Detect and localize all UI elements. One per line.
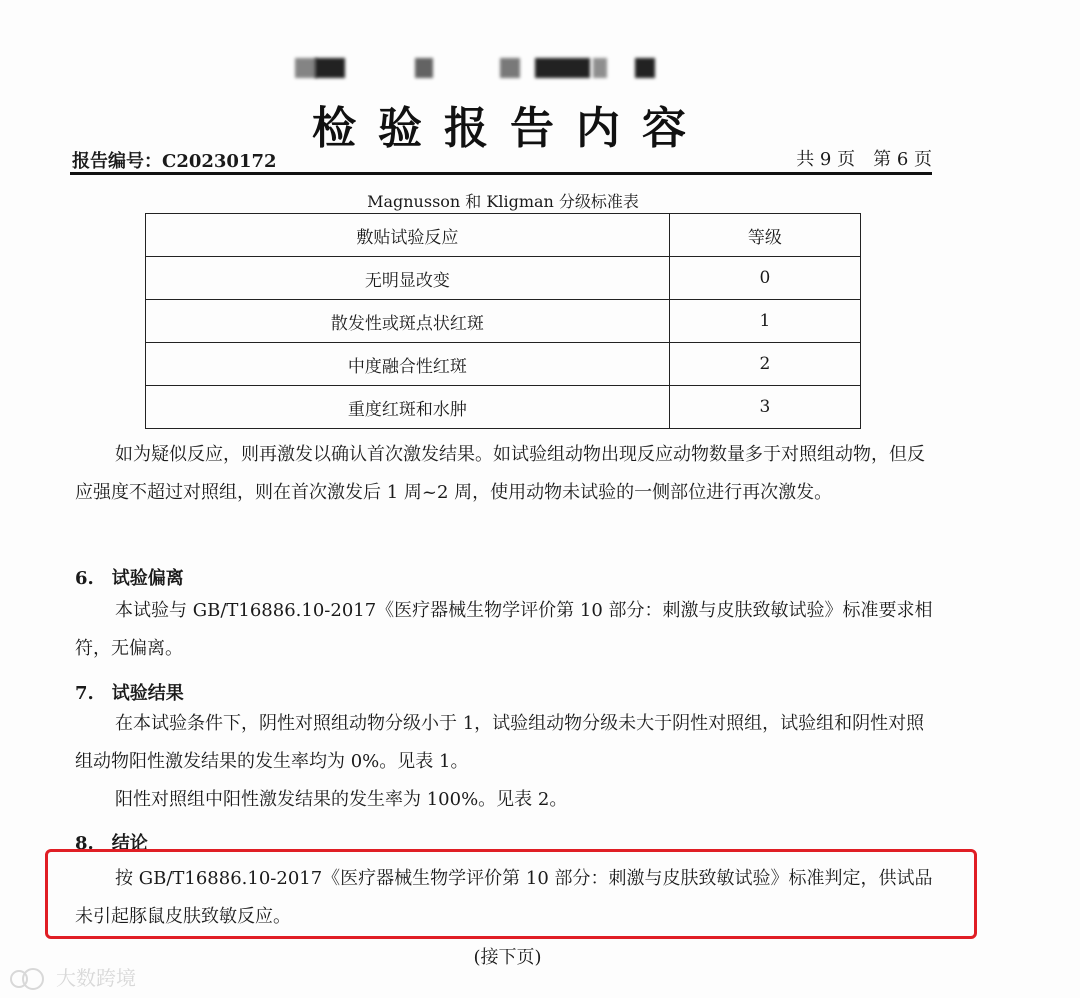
table-row xyxy=(146,343,861,386)
paragraph-text: 阳性对照组中阳性激发结果的发生率为 100%。见表 2。 xyxy=(115,789,568,810)
watermark-text: 大数跨境 xyxy=(56,966,136,990)
report-number: 报告编号：C20230172 xyxy=(72,151,277,172)
page-title: 检验报告内容 xyxy=(312,103,708,154)
table-cell: 2 xyxy=(669,343,860,386)
column-header: 等级 xyxy=(669,214,860,257)
table-cell: 3 xyxy=(669,386,860,429)
table-header-row xyxy=(146,214,861,257)
table-cell: 重度红斑和水肿 xyxy=(146,386,670,429)
redacted-header xyxy=(295,58,695,80)
section-8-heading: 8. 结论 xyxy=(75,833,148,854)
table-row xyxy=(146,386,861,429)
table-row xyxy=(146,257,861,300)
grade-table xyxy=(145,213,861,429)
paragraph-text: 按 GB/T16886.10-2017《医疗器械生物学评价第 10 部分：刺激与皮肤致敏试验》标准判定，供试品未引起豚鼠皮肤致敏反应。 xyxy=(75,868,933,927)
paragraph-text: 在本试验条件下，阴性对照组动物分级小于 1，试验组动物分级未大于阴性对照组，试验组和阴性对照组动物阳性激发结果的发生率均为 0%。见表 1。 xyxy=(75,713,925,772)
paragraph-text: 如为疑似反应，则再激发以确认首次激发结果。如试验组动物出现反应动物数量多于对照组动物，但反应强度不超过对照组，则在首次激发后 1 周~2 周，使用动物未试验的一侧部位进行再次激发。 xyxy=(75,444,925,503)
table-caption: Magnusson 和 Kligman 分级标准表 xyxy=(367,192,639,211)
table-cell: 中度融合性红斑 xyxy=(146,343,670,386)
page-count: 共 9 页 第 6 页 xyxy=(796,149,932,170)
paragraph-text: 本试验与 GB/T16886.10-2017《医疗器械生物学评价第 10 部分：刺激与皮肤致敏试验》标准要求相符，无偏离。 xyxy=(75,600,933,659)
section-6-body xyxy=(75,592,935,668)
paragraph-rechallenge xyxy=(75,436,935,512)
table-row xyxy=(146,300,861,343)
table-cell: 1 xyxy=(669,300,860,343)
section-7-heading: 7. 试验结果 xyxy=(75,683,184,704)
table-cell: 0 xyxy=(669,257,860,300)
table-cell: 散发性或斑点状红斑 xyxy=(146,300,670,343)
section-7-body xyxy=(75,705,935,819)
table-cell: 无明显改变 xyxy=(146,257,670,300)
watermark-logo-icon xyxy=(8,966,50,988)
continued-note: (接下页) xyxy=(473,947,542,968)
column-header: 敷贴试验反应 xyxy=(146,214,670,257)
watermark xyxy=(8,962,136,991)
header-divider xyxy=(70,172,932,175)
section-6-heading: 6. 试验偏离 xyxy=(75,568,184,589)
conclusion-highlight-box xyxy=(45,849,977,939)
